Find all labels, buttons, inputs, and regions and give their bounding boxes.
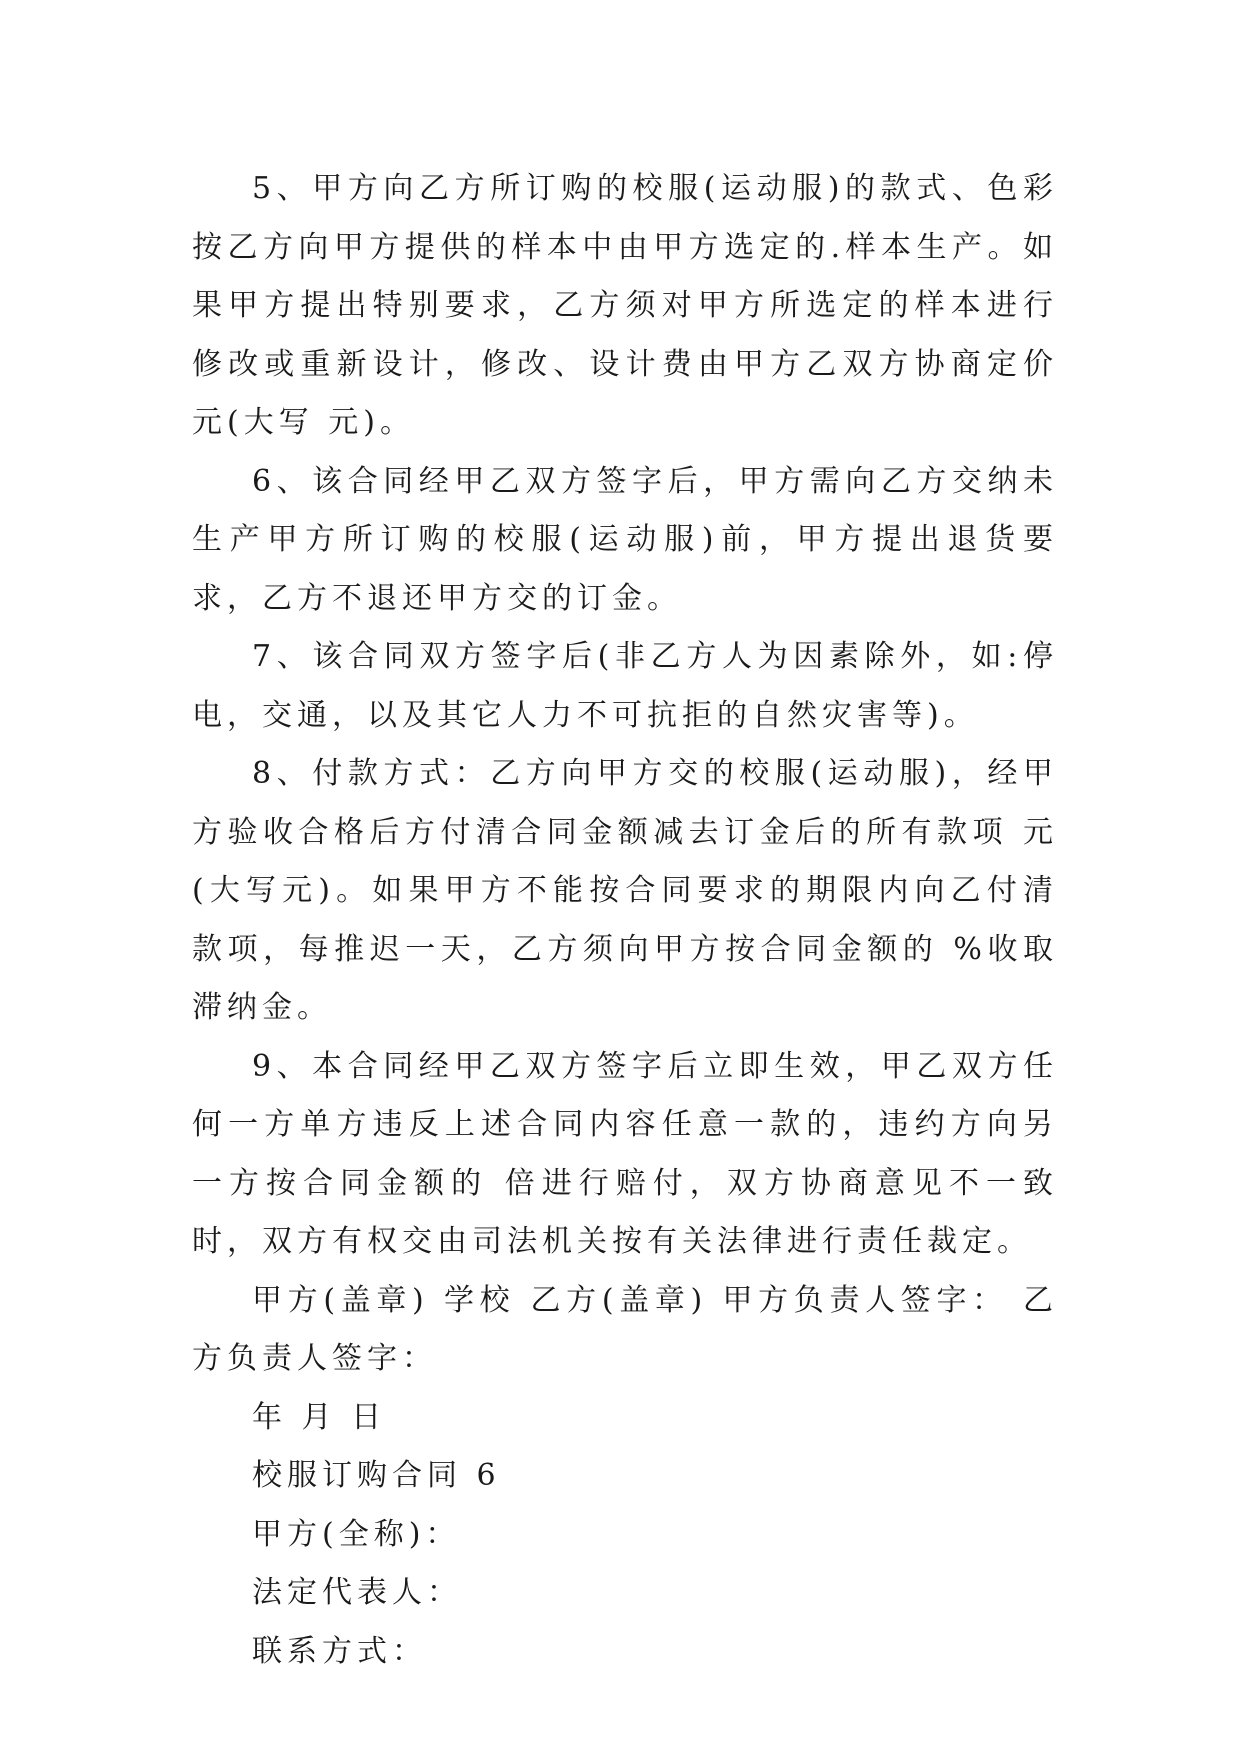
clause-7: 7、该合同双方签字后(非乙方人为因素除外，如:停电，交通，以及其它人力不可抗拒的自然灾害等)。 [192,639,1058,733]
clause-8: 8、付款方式：乙方向甲方交的校服(运动服)，经甲方验收合格后方付清合同金额减去订金后的所有款项 元(大写元)。如果甲方不能按合同要求的期限内向乙付清款项，每推迟一天，乙方须向甲方按合同金额的 %收取滞纳金。 [192,756,1058,1025]
clause-9: 9、本合同经甲乙双方签字后立即生效，甲乙双方任何一方单方违反上述合同内容任意一款的，违约方向另一方按合同金额的 倍进行赔付，双方协商意见不一致时，双方有权交由司法机关按有关法律进行责任裁定。 [192,1048,1058,1259]
signature-block: 甲方(盖章) 学校 乙方(盖章) 甲方负责人签字： 乙方负责人签字： [192,1282,1058,1376]
clause-6: 6、该合同经甲乙双方签字后，甲方需向乙方交纳未生产甲方所订购的校服(运动服)前，甲方提出退货要求，乙方不退还甲方交的订金。 [192,463,1058,616]
clause-5: 5、甲方向乙方所订购的校服(运动服)的款式、色彩按乙方向甲方提供的样本中由甲方选定的.样本生产。如果甲方提出特别要求，乙方须对甲方所选定的样本进行修改或重新设计，修改、设计费由甲方乙双方协商定价 元(大写 元)。 [192,171,1058,440]
section-title: 校服订购合同 6 [252,1458,501,1493]
field-party-a-name: 甲方(全称)： [252,1516,461,1552]
field-contact: 联系方式： [252,1633,427,1669]
date-line: 年 月 日 [252,1399,387,1435]
document-body [192,160,1058,1681]
field-legal-representative: 法定代表人： [252,1575,462,1610]
